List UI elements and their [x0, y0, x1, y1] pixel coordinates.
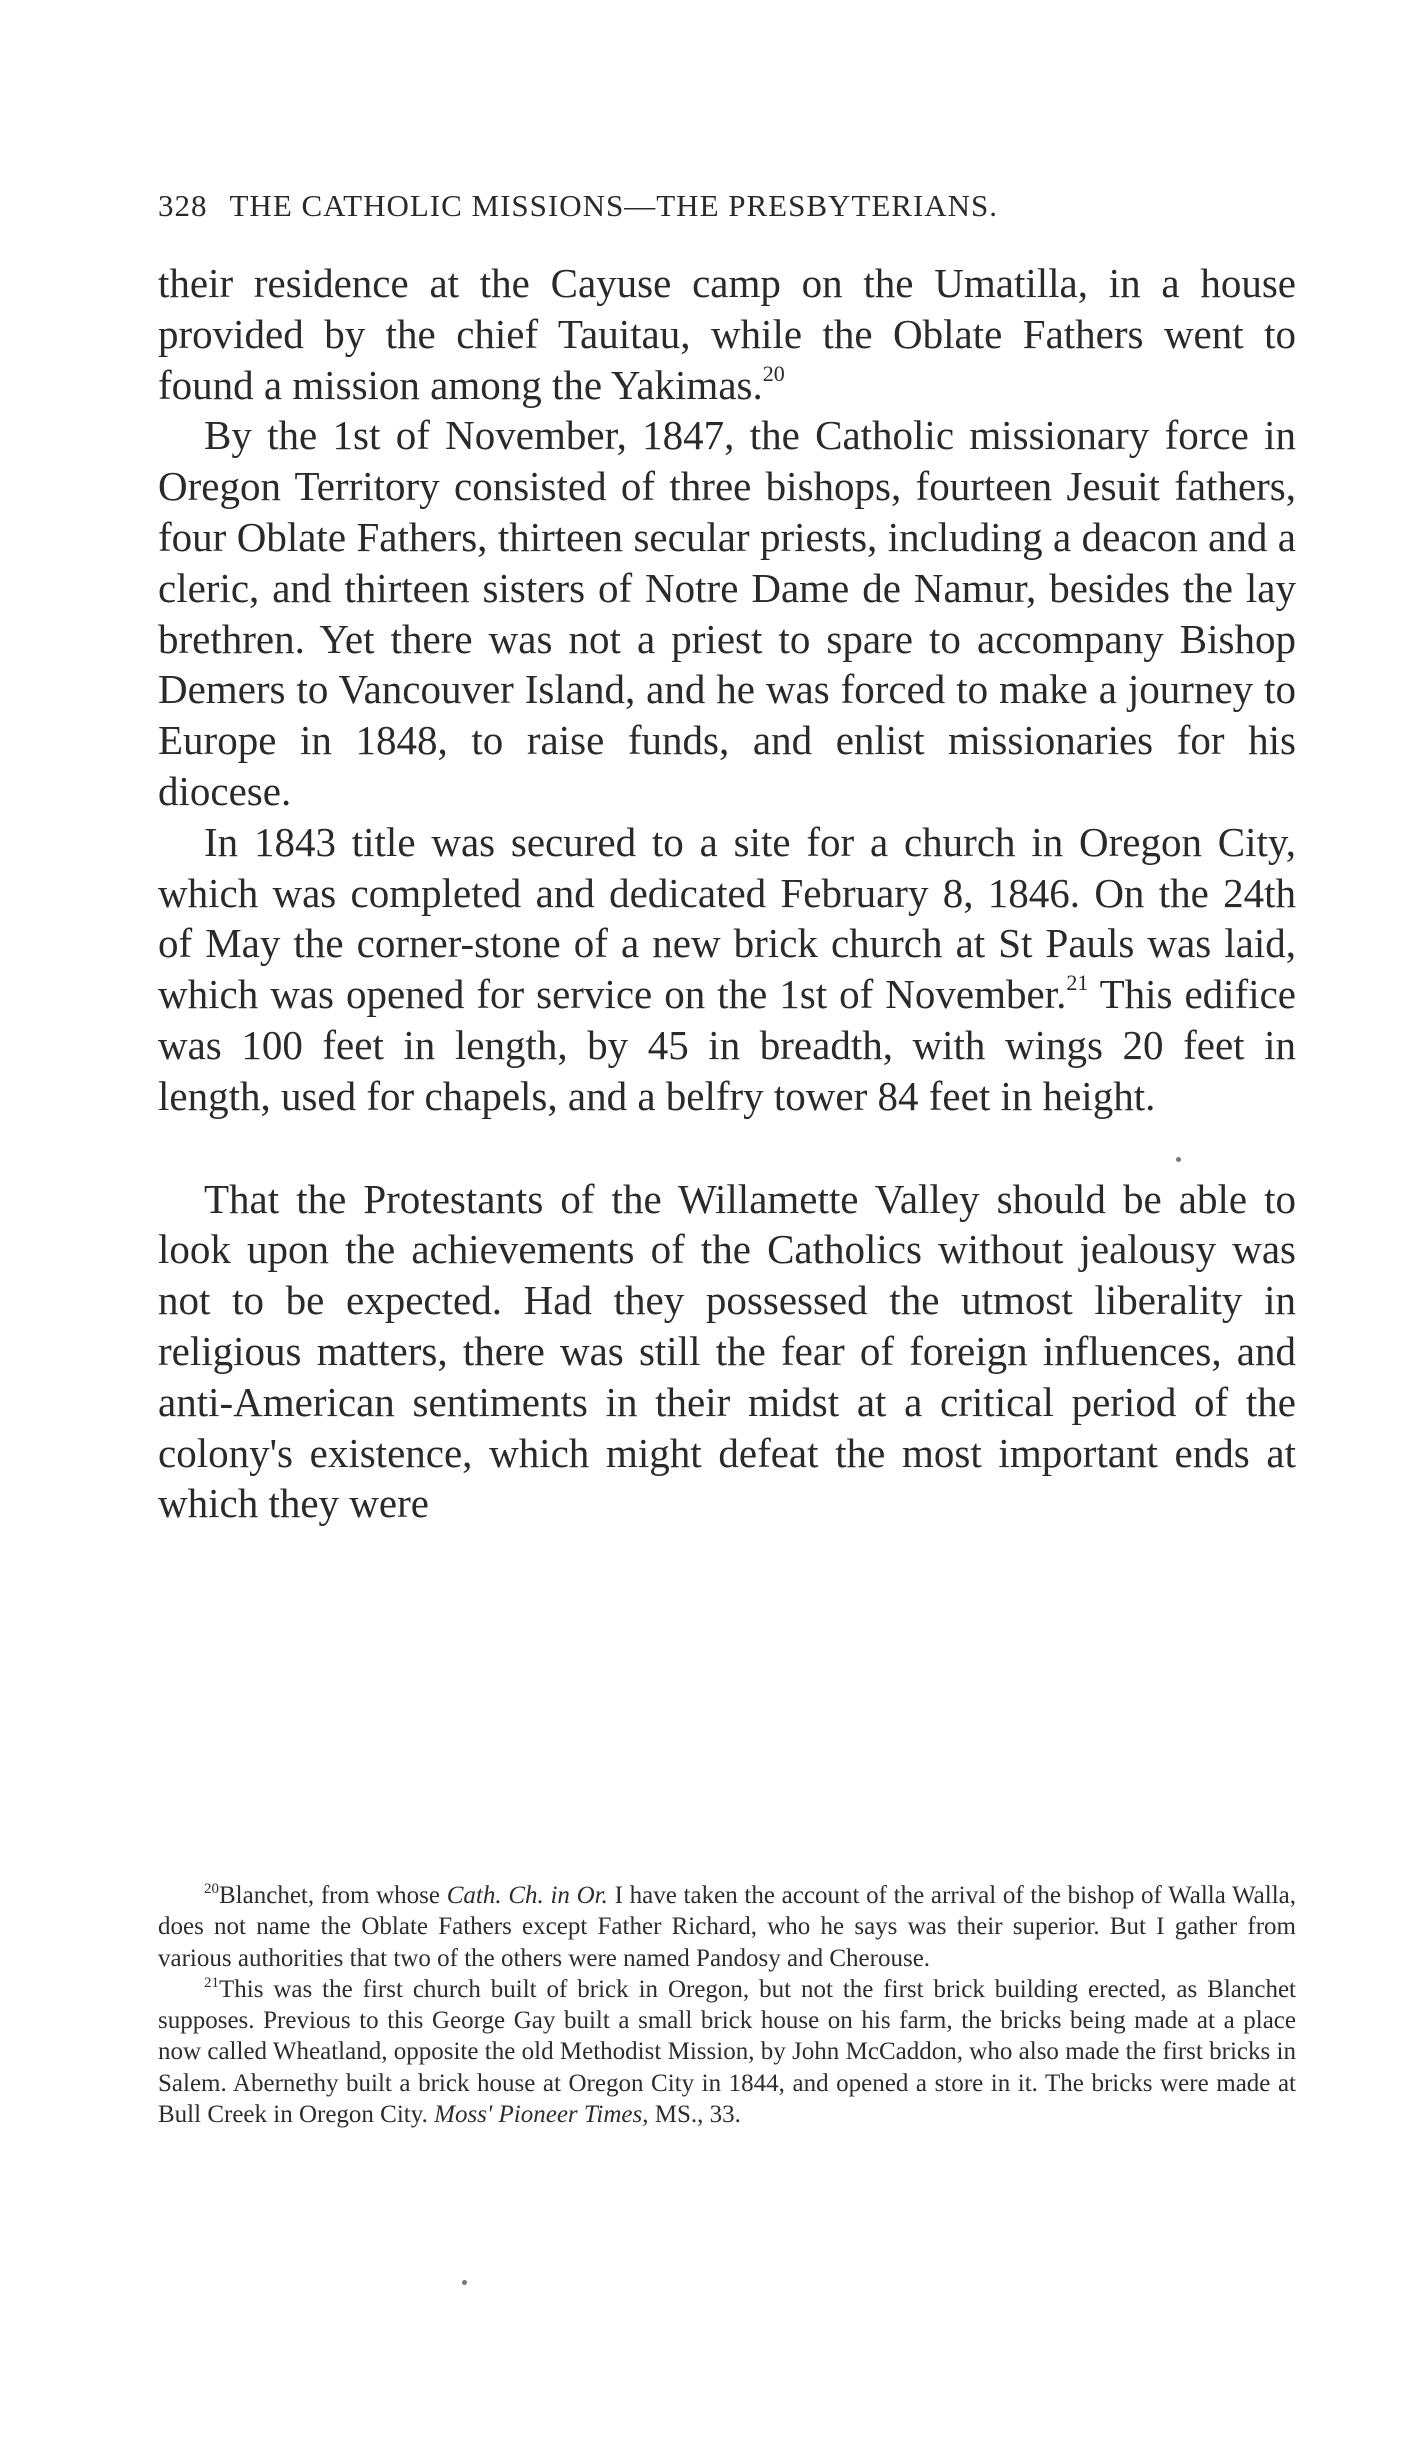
- footnote-21: [158, 1974, 1296, 2130]
- paragraph-4-text: That the Protestants of the Willamette Valley should be able to look upon the achievements of the Catholics without jealousy was not to be expected. Had they possessed the utmost liberality in religious matters, there was still the fear of foreign influences, and anti-American sentiments in their midst at a critical period of the colony's existence, which might defeat the most important ends at which they were: [158, 1175, 1296, 1527]
- footnote-21-marker: 21: [204, 1974, 219, 1991]
- footnote-20-text-a: Blanchet, from whose: [219, 1882, 447, 1909]
- paragraph-2-text: By the 1st of November, 1847, the Catholic missionary force in Oregon Territory consisted of three bishops, fourteen Jesuit fathers, four Oblate Fathers, thirteen secular priests, including a deacon and a cleric, and thirteen sisters of Notre Dame de Namur, besides the lay brethren. Yet there was not a priest to spare to accompany Bishop Demers to Vancouver Island, and he was forced to make a journey to Europe in 1848, to raise funds, and enlist missionaries for his diocese.: [158, 412, 1296, 814]
- main-text: [158, 258, 1296, 1529]
- footnote-20-marker: 20: [204, 1881, 219, 1897]
- footnote-21-text-a: This was the first church built of brick in Oregon, but not the first brick building erected, as Blanchet supposes. Previous to this George Gay built a small brick house on his farm, the bricks being made at a place now called Wheatland, opposite the old Methodist Mission, by John McCaddon, who also made the first bricks in Salem. Abernethy built a brick house at Oregon City in 1844, and opened a store in it. The bricks were made at Bull Creek in Oregon City.: [158, 1975, 1296, 2129]
- paragraph-3-text-b: This edifice was 100 feet in length, by 45 in breadth, with wings 20 feet in length, used for chapels, and a belfry tower 84 feet in height.: [158, 971, 1296, 1119]
- page-number: 328: [158, 188, 208, 223]
- paragraph-1-text: their residence at the Cayuse camp on the Umatilla, in a house provided by the chief Tauitau, while the Oblate Fathers went to found a mission among the Yakimas.: [158, 260, 1296, 408]
- footnote-20-citation: Cath. Ch. in Or.: [446, 1882, 608, 1909]
- paragraph-2: [158, 410, 1296, 816]
- footnote-21-citation: Moss' Pioneer Times: [434, 2101, 643, 2129]
- paragraph-1: [158, 258, 1296, 410]
- paragraph-4: [158, 1174, 1296, 1530]
- footnote-20: [158, 1880, 1296, 1974]
- paragraph-3: [158, 817, 1296, 1122]
- margin-speck: [1176, 1157, 1181, 1162]
- running-title: THE CATHOLIC MISSIONS—THE PRESBYTERIANS.: [229, 188, 999, 223]
- footnote-ref-21: 21: [1066, 970, 1089, 996]
- bottom-speck: [462, 2280, 467, 2285]
- footnote-ref-20: 20: [762, 360, 785, 386]
- footnote-21-text-b: , MS., 33.: [642, 2101, 741, 2129]
- footnote-20-text-b: I have taken the account of the arrival of the bishop of Walla Walla, does not name the Oblate Fathers except Father Richard, who he says was their superior. But I gather from various authorities that two of the others were named Pandosy and Cherouse.: [158, 1882, 1296, 1972]
- footnotes: [158, 1880, 1296, 2130]
- running-head: [158, 186, 1298, 226]
- paragraph-3-text-a: In 1843 title was secured to a site for a church in Oregon City, which was completed and dedicated February 8, 1846. On the 24th of May the corner-stone of a new brick church at St Pauls was laid, which was opened for service on the 1st of November.: [158, 818, 1296, 1018]
